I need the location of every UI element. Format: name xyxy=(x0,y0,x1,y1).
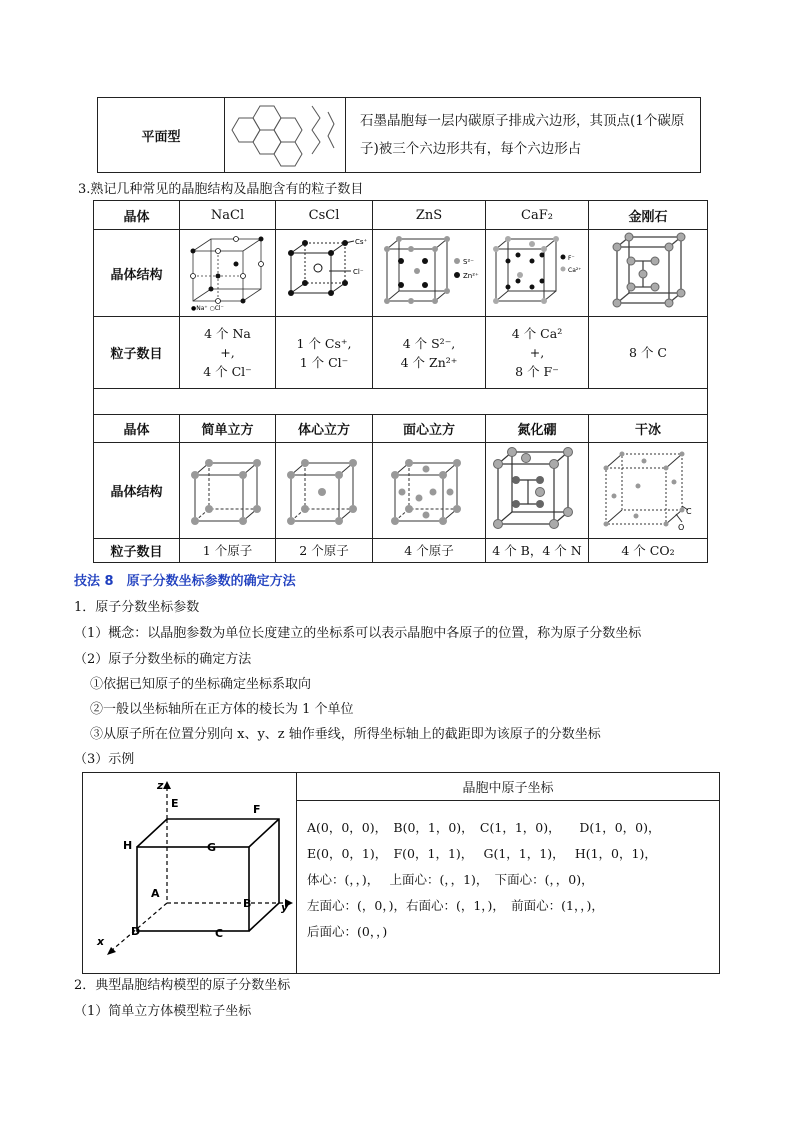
bn-count: 4 个 B，4 个 N xyxy=(486,539,589,563)
t2-header-label: 晶体 xyxy=(94,415,180,443)
caf2-count xyxy=(486,317,589,389)
caf2-structure-cell xyxy=(486,230,589,317)
nacl-legend: ●Na⁺ ○Cl⁻ xyxy=(190,305,224,311)
subsection1-title: （1）简单立方体模型粒子坐标 xyxy=(74,1004,252,1019)
fcc-diagram xyxy=(377,449,482,529)
t2-col-dry-ice: 干冰 xyxy=(589,415,708,443)
t1-col-zns: ZnS xyxy=(373,201,486,230)
dry-ice-cell xyxy=(589,443,708,539)
example-header: 晶胞中原子坐标 xyxy=(297,773,720,801)
technique-s1: ①依据已知原子的坐标确定坐标系取向 xyxy=(90,677,312,692)
dry-ice-diagram xyxy=(598,446,698,532)
zns-count-l1: 4 个 S²⁻, xyxy=(402,335,456,351)
zns-structure-cell xyxy=(373,230,486,317)
technique-s3: ③从原子所在位置分别向 x、y、z 轴作垂线，所得坐标轴上的截距即为该原子的分数坐标 xyxy=(90,727,601,742)
t1-col-cscl: CsCl xyxy=(276,201,373,230)
caf2-legend-ca: Ca²⁺ xyxy=(568,267,582,274)
cscl-count-l1: 1 个 Cs⁺, xyxy=(296,335,352,351)
graphite-hexagon-diagram xyxy=(230,98,340,168)
dry-ice-count: 4 个 CO₂ xyxy=(589,539,708,563)
bn-diagram xyxy=(488,446,586,532)
technique-p1: （1）概念：以晶胞参数为单位长度建立的坐标系可以表示晶胞中各原子的位置，称为原子分数坐标 xyxy=(74,626,642,641)
technique-p3: （3）示例 xyxy=(74,752,135,767)
graphite-description: 石墨晶胞每一层内碳原子排成六边形，其顶点(1个碳原子)被三个六边形共有，每个六边形占 xyxy=(360,113,685,157)
zns-count-l2: 4 个 Zn²⁺ xyxy=(400,354,458,370)
cscl-count-l2: 1 个 Cl⁻ xyxy=(299,354,349,370)
cscl-legend-cs: Cs⁺ xyxy=(355,238,368,246)
vertex-a: A xyxy=(151,887,160,900)
t1-structure-label: 晶体结构 xyxy=(94,230,180,317)
nacl-count-l2: +, xyxy=(220,345,235,360)
vertex-e: E xyxy=(171,797,179,810)
zns-count xyxy=(373,317,486,389)
crystal-table-1 xyxy=(93,200,708,563)
vertex-d: D xyxy=(131,925,141,938)
bn-cell xyxy=(486,443,589,539)
cscl-structure-cell xyxy=(276,230,373,317)
section2-title: 2．典型晶胞结构模型的原子分数坐标 xyxy=(74,978,291,993)
vertex-g: G xyxy=(207,841,217,854)
bcc-count: 2 个原子 xyxy=(276,539,373,563)
diamond-count: 8 个 C xyxy=(589,317,708,389)
t1-col-caf2: CaF₂ xyxy=(486,201,589,230)
example-coords-cell xyxy=(297,801,720,974)
dry-ice-legend-c: C xyxy=(686,506,692,516)
nacl-count xyxy=(180,317,276,389)
caf2-legend-f: F⁻ xyxy=(568,255,575,262)
zns-legend-s: S²⁻ xyxy=(462,258,474,266)
technique-p2: （2）原子分数坐标的确定方法 xyxy=(74,652,252,667)
table-spacer-row xyxy=(94,389,708,415)
coords-row2: E(0，0，1)， F(0，1，1)， G(1，1，1)， H(1，0，1)， xyxy=(307,846,657,861)
dry-ice-legend-o: O xyxy=(678,522,685,532)
caf2-count-l2: +, xyxy=(529,345,545,360)
simple-cubic-count: 1 个原子 xyxy=(180,539,276,563)
t1-col-diamond: 金刚石 xyxy=(589,201,708,230)
t2-count-label: 粒子数目 xyxy=(94,539,180,563)
vertex-c: C xyxy=(215,927,224,940)
fcc-count: 4 个原子 xyxy=(373,539,486,563)
axis-y-label: y xyxy=(281,901,289,914)
bcc-cell xyxy=(276,443,373,539)
cscl-count xyxy=(276,317,373,389)
example-cube-cell xyxy=(83,773,297,974)
graphite-diagram-cell xyxy=(225,98,346,173)
graphite-description-cell xyxy=(346,98,701,173)
vertex-h: H xyxy=(123,839,133,852)
graphite-table xyxy=(97,97,701,173)
cscl-structure-diagram xyxy=(279,231,369,311)
t1-col-nacl: NaCl xyxy=(180,201,276,230)
coordinate-cube-diagram xyxy=(83,773,296,969)
caf2-count-l1: 4 个 Ca² xyxy=(511,326,563,341)
fcc-cell xyxy=(373,443,486,539)
nacl-structure-diagram xyxy=(183,231,273,311)
t2-col-simple-cubic: 简单立方 xyxy=(180,415,276,443)
nacl-count-l3: 4 个 Cl⁻ xyxy=(203,364,252,379)
t1-count-label: 粒子数目 xyxy=(94,317,180,389)
diamond-structure-diagram xyxy=(603,231,693,311)
bcc-diagram xyxy=(279,449,369,529)
nacl-structure-cell xyxy=(180,230,276,317)
simple-cubic-cell xyxy=(180,443,276,539)
vertex-f: F xyxy=(253,803,261,816)
coords-row5: 后面心：(0，，) xyxy=(307,924,388,939)
technique-title: 技法 8 原子分数坐标参数的确定方法 xyxy=(74,574,296,589)
axis-z-label: z xyxy=(157,779,164,792)
t2-structure-label: 晶体结构 xyxy=(94,443,180,539)
coords-row1: A(0，0，0)， B(0，1，0)， C(1，1，0)， D(1，0，0)， xyxy=(307,820,661,835)
cscl-legend-cl: Cl⁻ xyxy=(353,268,364,276)
coords-row4: 左面心：(，0，)，右面心：(，1，)， 前面心：(1，，)， xyxy=(307,898,604,913)
zns-legend-zn: Zn²⁺ xyxy=(462,272,479,280)
vertex-b: B xyxy=(243,897,252,910)
section3-title: 3.熟记几种常见的晶胞结构及晶胞含有的粒子数目 xyxy=(78,182,364,197)
t1-header-label: 晶体 xyxy=(94,201,180,230)
t2-col-fcc: 面心立方 xyxy=(373,415,486,443)
coords-row3: 体心：(，，)， 上面心：(，，1)， 下面心：(，，0)， xyxy=(307,872,594,887)
t2-col-bcc: 体心立方 xyxy=(276,415,373,443)
diamond-structure-cell xyxy=(589,230,708,317)
nacl-count-l1: 4 个 Na xyxy=(204,326,251,341)
caf2-count-l3: 8 个 F⁻ xyxy=(515,364,559,379)
zns-structure-diagram xyxy=(377,231,482,311)
simple-cubic-diagram xyxy=(183,449,273,529)
example-table xyxy=(82,772,720,974)
graphite-type-label: 平面型 xyxy=(98,98,225,173)
t2-col-bn: 氮化硼 xyxy=(486,415,589,443)
technique-h1: 1．原子分数坐标参数 xyxy=(74,600,200,615)
technique-s2: ②一般以坐标轴所在正方体的棱长为 1 个单位 xyxy=(90,702,354,717)
axis-x-label: x xyxy=(97,935,105,948)
caf2-structure-diagram xyxy=(488,231,586,311)
